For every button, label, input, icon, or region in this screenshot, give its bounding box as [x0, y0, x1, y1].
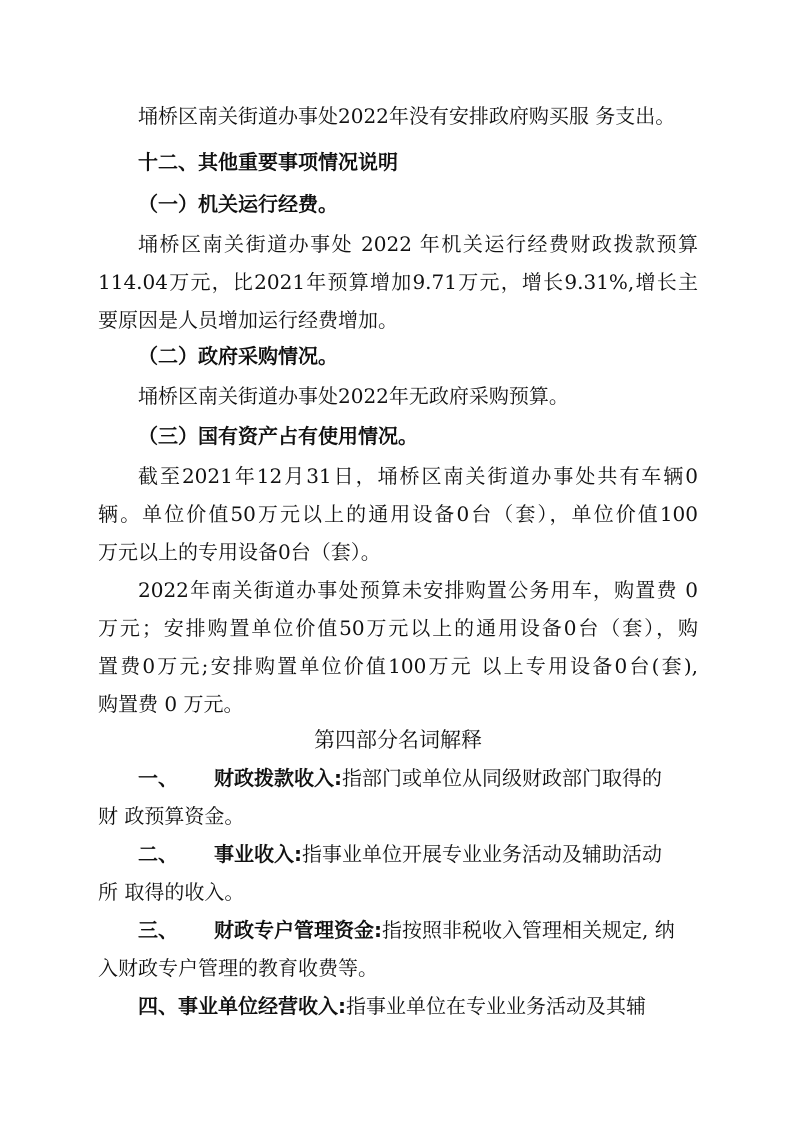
paragraph-operating-expenses-line2: 114.04万元，比2021年预算增加9.71万元，增长9.31%,增长主	[98, 270, 698, 294]
part-four-title: 第四部分名词解释	[314, 728, 482, 752]
term-number-1: 一、	[138, 766, 178, 790]
subheading-procurement: （二）政府采购情况。	[138, 344, 338, 368]
term-definition-1: 指部门或单位从同级财政部门取得的	[342, 766, 662, 790]
term-definition-3: 指按照非税收入管理相关规定, 纳	[382, 918, 675, 942]
term-definition-2: 指事业单位开展专业业务活动及辅助活动	[302, 842, 662, 866]
paragraph-assets-line3: 万元以上的专用设备0台（套）。	[98, 540, 381, 564]
term-definition-3-cont: 入财政专户管理的教育收费等。	[98, 956, 378, 980]
term-row-1	[138, 766, 698, 790]
paragraph-procurement: 埇桥区南关街道办事处2022年无政府采购预算。	[138, 384, 569, 408]
term-title-3: 财政专户管理资金:	[214, 918, 382, 942]
term-row-3	[138, 918, 698, 942]
paragraph-purchase-services: 埇桥区南关街道办事处2022年没有安排政府购买服 务支出。	[138, 104, 676, 128]
paragraph-operating-expenses-line1: 埇桥区南关街道办事处 2022 年机关运行经费财政拨款预算	[138, 232, 698, 256]
paragraph-assets-line2: 辆。单位价值50万元以上的通用设备0台（套），单位价值100	[98, 502, 698, 526]
term-row-2	[138, 842, 698, 866]
subheading-operating-expenses: （一）机关运行经费。	[138, 192, 338, 216]
term-number-2: 二、	[138, 842, 178, 866]
paragraph-vehicle-line3: 置费0万元;安排购置单位价值100万元 以上专用设备0台(套),	[98, 654, 698, 678]
term-title-1: 财政拨款收入:	[214, 766, 342, 790]
paragraph-operating-expenses-line3: 要原因是人员增加运行经费增加。	[98, 308, 398, 332]
paragraph-vehicle-line2: 万元；安排购置单位价值50万元以上的通用设备0台（套），购	[98, 616, 698, 640]
term-row-4	[138, 994, 698, 1018]
term-title-2: 事业收入:	[214, 842, 302, 866]
subheading-state-assets: （三）国有资产占有使用情况。	[138, 424, 418, 448]
term-definition-1-cont: 财 政预算资金。	[98, 804, 245, 828]
term-definition-4: 指事业单位在专业业务活动及其辅	[346, 994, 646, 1018]
paragraph-vehicle-line1: 2022年南关街道办事处预算未安排购置公务用车，购置费 0	[138, 578, 698, 602]
term-title-4: 四、事业单位经营收入:	[138, 994, 346, 1018]
section-heading-12: 十二、其他重要事项情况说明	[138, 150, 398, 174]
paragraph-vehicle-line4: 购置费 0 万元。	[98, 692, 244, 716]
term-number-3: 三、	[138, 918, 178, 942]
term-definition-2-cont: 所 取得的收入。	[98, 880, 245, 904]
paragraph-assets-line1: 截至2021年12月31日，埇桥区南关街道办事处共有车辆0	[138, 464, 698, 488]
